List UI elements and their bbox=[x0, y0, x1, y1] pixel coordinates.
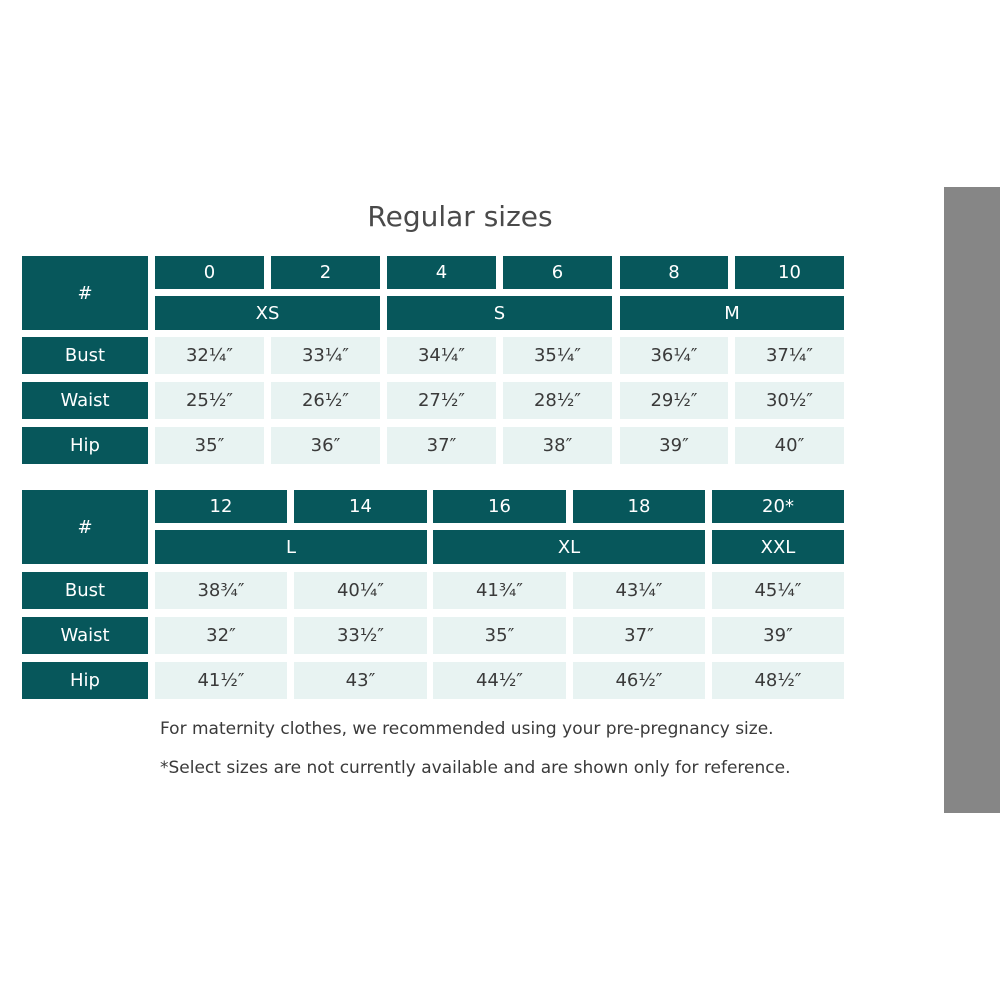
measurement-cell: 43″ bbox=[294, 662, 427, 699]
measurement-cell: 37¼″ bbox=[735, 337, 844, 374]
size-number-header: 16 bbox=[433, 490, 566, 523]
measurement-cell: 32″ bbox=[155, 617, 287, 654]
measurement-cell: 38¾″ bbox=[155, 572, 287, 609]
measurement-cell: 36¼″ bbox=[620, 337, 728, 374]
size-number-header: 18 bbox=[573, 490, 705, 523]
measurement-cell: 35¼″ bbox=[503, 337, 612, 374]
measurement-cell: 28½″ bbox=[503, 382, 612, 419]
measurement-cell: 36″ bbox=[271, 427, 380, 464]
measurement-cell: 44½″ bbox=[433, 662, 566, 699]
page-title: Regular sizes bbox=[367, 200, 553, 233]
table-corner-hash: # bbox=[22, 256, 148, 330]
measurement-cell: 34¼″ bbox=[387, 337, 496, 374]
row-label-bust: Bust bbox=[22, 337, 148, 374]
measurement-cell: 37″ bbox=[573, 617, 705, 654]
table-corner-hash: # bbox=[22, 490, 148, 564]
measurement-cell: 45¼″ bbox=[712, 572, 844, 609]
measurement-cell: 35″ bbox=[433, 617, 566, 654]
measurement-cell: 33½″ bbox=[294, 617, 427, 654]
size-number-header: 14 bbox=[294, 490, 427, 523]
measurement-cell: 27½″ bbox=[387, 382, 496, 419]
measurement-cell: 29½″ bbox=[620, 382, 728, 419]
size-group-header: XL bbox=[433, 530, 705, 564]
row-label-bust: Bust bbox=[22, 572, 148, 609]
row-label-hip: Hip bbox=[22, 662, 148, 699]
measurement-cell: 25½″ bbox=[155, 382, 264, 419]
row-label-waist: Waist bbox=[22, 617, 148, 654]
size-number-header: 4 bbox=[387, 256, 496, 289]
size-number-header: 6 bbox=[503, 256, 612, 289]
measurement-cell: 30½″ bbox=[735, 382, 844, 419]
measurement-cell: 39″ bbox=[712, 617, 844, 654]
size-number-header: 12 bbox=[155, 490, 287, 523]
row-label-waist: Waist bbox=[22, 382, 148, 419]
size-group-header: XXL bbox=[712, 530, 844, 564]
measurement-cell: 41½″ bbox=[155, 662, 287, 699]
scrollbar[interactable] bbox=[944, 187, 1000, 813]
measurement-cell: 43¼″ bbox=[573, 572, 705, 609]
measurement-cell: 41¾″ bbox=[433, 572, 566, 609]
availability-footnote: *Select sizes are not currently available and are shown only for reference. bbox=[160, 758, 791, 778]
measurement-cell: 35″ bbox=[155, 427, 264, 464]
measurement-cell: 38″ bbox=[503, 427, 612, 464]
measurement-cell: 26½″ bbox=[271, 382, 380, 419]
measurement-cell: 40¼″ bbox=[294, 572, 427, 609]
maternity-note: For maternity clothes, we recommended using your pre-pregnancy size. bbox=[160, 719, 774, 739]
size-number-header: 10 bbox=[735, 256, 844, 289]
measurement-cell: 39″ bbox=[620, 427, 728, 464]
size-group-header: XS bbox=[155, 296, 380, 330]
measurement-cell: 46½″ bbox=[573, 662, 705, 699]
size-number-header: 2 bbox=[271, 256, 380, 289]
size-group-header: S bbox=[387, 296, 612, 330]
size-group-header: M bbox=[620, 296, 844, 330]
size-number-header: 20* bbox=[712, 490, 844, 523]
row-label-hip: Hip bbox=[22, 427, 148, 464]
measurement-cell: 40″ bbox=[735, 427, 844, 464]
measurement-cell: 32¼″ bbox=[155, 337, 264, 374]
size-number-header: 0 bbox=[155, 256, 264, 289]
measurement-cell: 37″ bbox=[387, 427, 496, 464]
measurement-cell: 33¼″ bbox=[271, 337, 380, 374]
size-number-header: 8 bbox=[620, 256, 728, 289]
size-group-header: L bbox=[155, 530, 427, 564]
measurement-cell: 48½″ bbox=[712, 662, 844, 699]
